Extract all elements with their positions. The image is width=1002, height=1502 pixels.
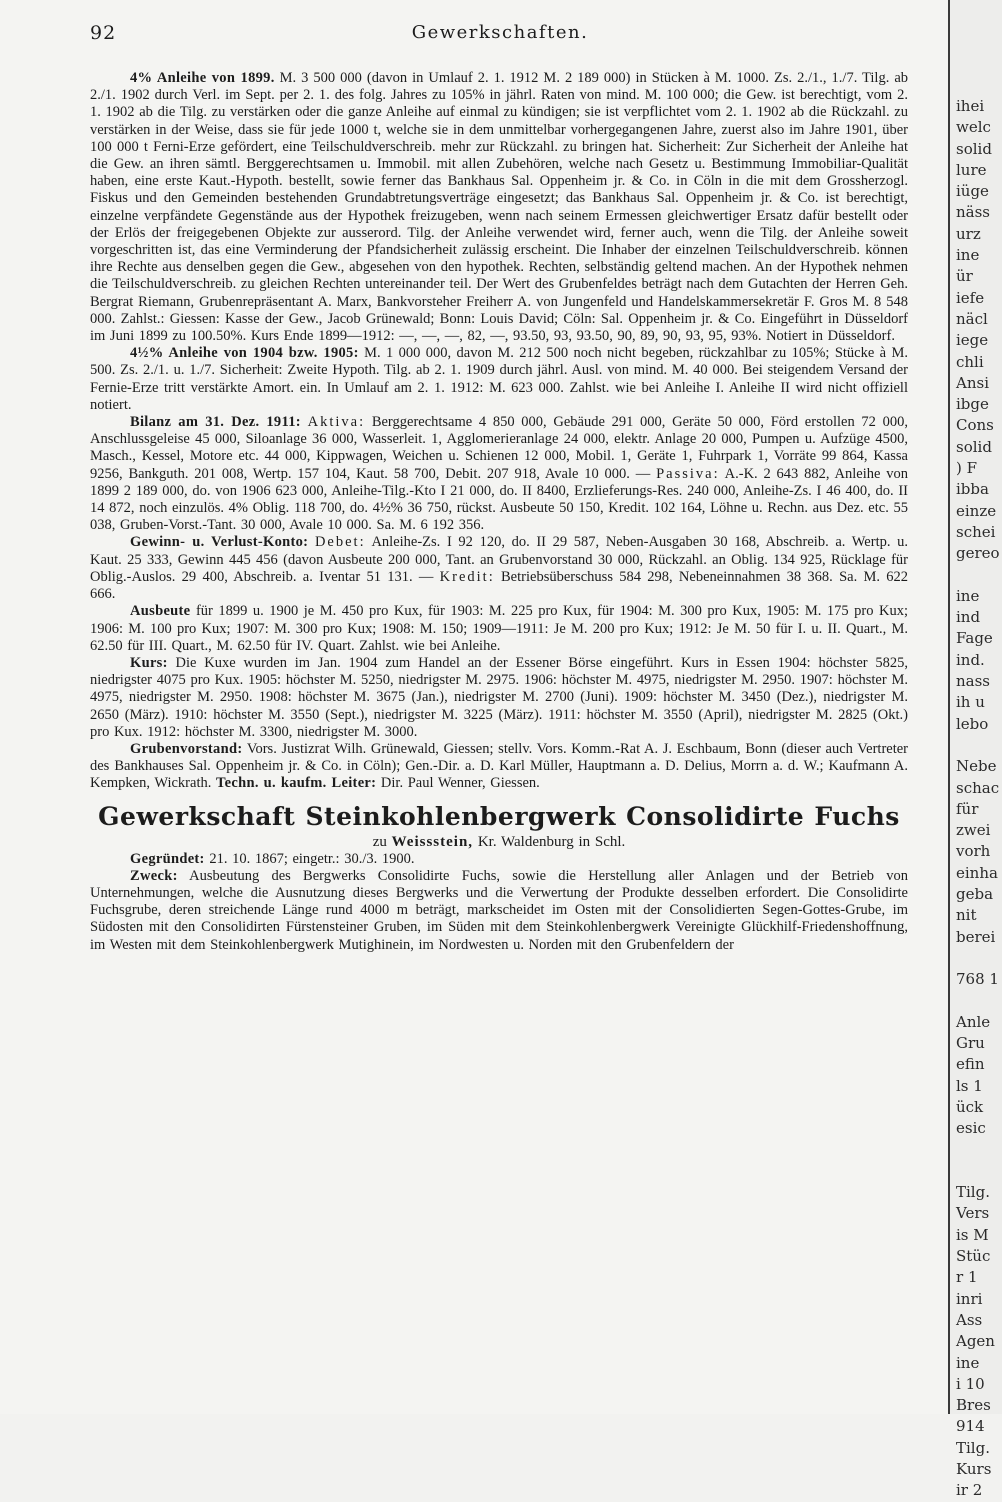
adjacent-fragment: ück	[956, 1097, 984, 1116]
adjacent-fragment: einha	[956, 863, 998, 882]
adjacent-fragment: Tilg.	[956, 1183, 990, 1202]
adjacent-fragment: ibge	[956, 395, 989, 414]
adjacent-fragment: i 10	[956, 1374, 985, 1393]
adjacent-fragment: Ansi	[956, 373, 989, 392]
adjacent-fragment: ibba	[956, 480, 989, 499]
ausbeute-heading: Ausbeute	[130, 603, 191, 620]
leiter-text: Dir. Paul Wenner, Giessen.	[380, 775, 540, 792]
paragraph-anleihe-1904	[90, 345, 908, 414]
ausbeute-text: für 1899 u. 1900 je M. 450 pro Kux, für 1903: M. 225 pro Kux, für 1904: M. 300 pro Kux, 1905: M. 175 pro Kux; 1906: M. 100 pro Kux; 1907: M. 300 pro Kux; 1908: M. 150; 1909—1911: Je M. 200 pro Kux; 1912: Je M. 50 für I. u. II. Quart., M. 62.50 für III. Quart., M. 62.50 für IV. Quart. Zahlst. wie bei Anleihe.	[90, 603, 908, 654]
adjacent-fragment: ) F	[956, 459, 978, 478]
passiva-text: A.-K. 2 643 882, Anleihe von 1899 2 189 000, do. von 1906 623 000, Anleihe-Tilg.-Kto I 21 000, do. II 8400, Erzlieferungs-Res. 240 000, Anleihe-Zs. I 46 400, do. II 14 872, noch einzulös. 4% Oblig. 118 700, do. 4½% 36 750, rückst. Ausbeute 50 150, Kredit. 102 164, Löhne u. Rechn. aus Dez. etc. 55 038, Gruben-Vorst.-Tant. 30 000, Avale 10 000. Sa. M. 6 192 356.	[90, 465, 909, 534]
adjacent-fragment: esic	[956, 1119, 986, 1138]
adjacent-fragment: für	[956, 799, 979, 818]
adjacent-fragment: ih u	[956, 693, 985, 712]
leiter-heading: Techn. u. kaufm. Leiter:	[215, 775, 377, 792]
gegruendet-heading: Gegründet:	[130, 850, 205, 867]
adjacent-fragment: näss	[956, 203, 990, 222]
adjacent-fragment: ine	[956, 586, 980, 605]
adjacent-fragment: Ass	[956, 1310, 983, 1329]
adjacent-fragment: r 1	[956, 1268, 978, 1287]
adjacent-fragment: lure	[956, 160, 987, 179]
article-body	[90, 70, 908, 954]
adjacent-fragment	[950, 735, 1002, 756]
kredit-label: Kredit:	[439, 568, 495, 585]
adjacent-fragment: nit	[956, 906, 977, 925]
adjacent-fragment	[950, 990, 1002, 1011]
adjacent-fragment: Kurs	[956, 1460, 992, 1478]
adjacent-fragment: gereo	[956, 544, 1000, 563]
anleihe-1899-heading: 4% Anleihe von 1899.	[130, 70, 275, 86]
adjacent-fragment: schac	[956, 778, 1000, 797]
adjacent-fragment: iefe	[956, 288, 985, 307]
section-sub-prefix: zu	[372, 833, 387, 850]
adjacent-fragment: Cons	[956, 416, 994, 435]
adjacent-fragment: iüge	[956, 182, 989, 201]
adjacent-fragment: ine	[956, 1353, 980, 1372]
paragraph-bilanz	[90, 414, 908, 534]
adjacent-fragment	[950, 948, 1002, 969]
kurs-text: Die Kuxe wurden im Jan. 1904 zum Handel an der Essener Börse eingeführt. Kurs in Essen 1904: höchster 5825, niedrigster 4075 pro Kux. 1905: höchster M. 5250, niedrigster M. 2975. 1906: höchster M. 4975, niedrigster M. 2950. 1907: höchster M. 4975, niedrigster M. 2950. 1908: höchster M. 3675 (Jan.), niedrigster M. 2700 (Juni). 1909: höchster M. 3450 (Dez.), niedrigster M. 2650 (März). 1910: höchster M. 3550 (Sept.), niedrigster M. 3225 (März). 1911: höchster M. 3550 (April), niedrigster M. 2825 (Okt.) pro Kux. 1912: höchster M. 3300, niedrigster M. 3000.	[90, 654, 909, 740]
page-header	[90, 22, 910, 46]
adjacent-fragment: berei	[956, 927, 996, 946]
section-title: Gewerkschaft Steinkohlenbergwerk Consolidirte Fuchs	[98, 801, 900, 831]
adjacent-page-edge	[948, 0, 1002, 1500]
kurs-heading: Kurs:	[130, 654, 168, 671]
adjacent-page-fragments	[950, 0, 1002, 1502]
grubenvorstand-heading: Grubenvorstand:	[130, 740, 243, 757]
adjacent-fragment	[950, 1140, 1002, 1161]
aktiva-text: Berggerechtsame 4 850 000, Gebäude 291 000, Geräte 50 000, Förd erstollen 72 000, Anschlussgeleise 45 000, Siloanlage 36 000, Wasserleit. 1, Agglomerieranlage 24 000, elektr. Anlage 20 000, Pumpen u. Aufzüge 4500, Masch., Kessel, Motore etc. 44 000, Kippwagen, Weichen u. Schienen 12 000, Mobil. 1, Geräte 1, Fuhrpark 1, Vorräte 99 864, Kassa 9256, Bankguth. 201 008, Wertp. 157 104, Kaut. 58 700, Debit. 207 918, Avale 10 000. —	[90, 414, 909, 482]
gegruendet-text: 21. 10. 1867; eingetr.: 30./3. 1900.	[209, 850, 415, 867]
gewinn-heading: Gewinn- u. Verlust-Konto:	[130, 534, 309, 551]
kredit-text: Betriebsüberschuss 584 298, Nebeneinnahmen 38 368. Sa. M. 622 666.	[90, 568, 909, 603]
adjacent-fragment: welc	[956, 118, 991, 137]
adjacent-fragment: einze	[956, 501, 997, 520]
anleihe-1904-text: M. 1 000 000, davon M. 212 500 noch nicht begeben, rückzahlbar zu 105%; Stücke à M. 500. Zs. 2./1. u. 1./7. Sicherheit: Zweite Hypoth. Tilg. ab 2. 1. 1909 durch jährl. Ausl. von mind. M. 40 000. Bei steigendem Versand der Fernie-Erze tritt verstärkte Amort. ein. In Umlauf am 2. 1. 1912: M. 623 000. Zahlst. wie bei Anleihe I. Anleihe II wird nicht offiziell notiert.	[90, 345, 909, 413]
adjacent-fragment: ür	[956, 267, 973, 286]
paragraph-ausbeute	[90, 603, 908, 655]
adjacent-fragment: Nebe	[956, 757, 997, 776]
adjacent-fragment: Anle	[956, 1012, 991, 1031]
adjacent-fragment: ine	[956, 246, 980, 265]
adjacent-fragment: Bres	[956, 1396, 991, 1415]
adjacent-fragment: vorh	[956, 842, 991, 861]
adjacent-fragment: Vers	[956, 1204, 990, 1223]
adjacent-fragment: inri	[956, 1289, 983, 1308]
adjacent-fragment: urz	[956, 224, 981, 243]
adjacent-fragment: lebo	[956, 714, 989, 733]
paragraph-gewinn	[90, 534, 908, 603]
adjacent-fragment: 914	[956, 1417, 985, 1436]
section-sub-place: Weissstein,	[391, 833, 474, 850]
adjacent-fragment: Tilg.	[956, 1438, 990, 1457]
aktiva-label: Aktiva:	[307, 414, 366, 431]
section-sub-suffix: Kr. Waldenburg in Schl.	[477, 833, 626, 850]
adjacent-fragment	[950, 565, 1002, 586]
adjacent-fragment: näcl	[956, 309, 988, 328]
adjacent-fragment: iege	[956, 331, 989, 350]
adjacent-fragment: ihei	[956, 97, 985, 115]
passiva-label: Passiva:	[656, 465, 720, 482]
paragraph-anleihe-1899	[90, 70, 908, 345]
adjacent-fragment: Agen	[956, 1332, 995, 1351]
adjacent-fragment: ind	[956, 608, 981, 627]
adjacent-fragment: geba	[956, 884, 994, 903]
adjacent-fragment: Fage	[956, 629, 993, 648]
paragraph-gegruendet	[90, 851, 908, 868]
adjacent-fragment: solid	[956, 437, 992, 456]
debet-label: Debet:	[314, 534, 366, 551]
anleihe-1899-text: M. 3 500 000 (davon in Umlauf 2. 1. 1912 M. 2 189 000) in Stücken à M. 1000. Zs. 2./1., 1./7. Tilg. ab 2./1. 1902 durch Verl. im Sept. per 2. 1. des folg. Jahres zu 105% in jährl. Raten von mind. M. 100 000; die Gew. ist berechtigt, vom 2. 1. 1902 ab die Tilg. zu verstärken oder die ganze Anleihe auf einmal zu kündigen; sie ist verpflichtet vom 2. 1. 1902 ab die Rückzahl. zu verstärken in der Weise, dass sie für jede 1000 t, welche sie in dem unmittelbar vorhergegangenen Jahre, zuerst also im Jahre 1901, über 100 000 t Ferni-Erze gefördert, eine Teilschuldverschreib. mehr zur Rückzahl. zu bringen hat. Sicherheit: Zur Sicherheit der Anleihe hat die Gew. an ihren sämtl. Berggerechtsamen u. Immobil. mit allen Zubehören, welche nach Gesetz u. Bestimmung Immobiliar-Qualität haben, eine erste Kaut.-Hypoth. bestellt, sowie ferner das Bankhaus Sal. Oppenheim jr. & Co. in Cöln in die mit dem Grossherzogl. Fiskus und den Gemeinden bestehenden Grundabtretungsverträge eingesetzt; das Bankhaus Sal. Oppenheim jr. & Co. ist berechtigt, einzelne verpfändete Gegenstände aus der Hypothek freizugeben, wenn nach seinem Ermessen gleichwertiger Ersatz dafür bestellt oder der Erlös der freigegebenen Objekte zur ausserord. Tilg. der Anleihe verwendet wird, ferner auch, wenn die Tilg. der Anleihe soweit vorgeschritten ist, das eine Verminderung der Pfandsicherheit zulässig erscheint. Die Inhaber der einzelnen Teilschuldverschreib. können ihre Rechte aus denselben gegen die Gew., abgesehen von den hypothek. Rechten, selbständig geltend machen. An der Hypothek nehmen die Teilschuldverschreib. zu gleichen Rechten untereinander teil. Der Wert des Grubenfeldes beträgt nach dem Gutachten der Herren Geh. Bergrat Riemann, Grubenrepräsentant A. Marx, Bankvorsteher Freiherr A. von Jungenfeld und Handelskammersekretär F. Gros M. 8 548 000. Zahlst.: Giessen: Kasse der Gew., Jacob Grünewald; Bonn: Louis David; Cöln: Sal. Oppenheim jr. & Co. Eingeführt in Düsseldorf im Juni 1899 zu 100.50%. Kurs Ende 1899—1912: —, —, —, 82, —, 93.50, 93, 93.50, 90, 89, 90, 93, 95, 93%. Notiert in Düsseldorf.	[90, 70, 909, 345]
debet-text: Anleihe-Zs. I 92 120, do. II 29 587, Neben-Ausgaben 30 168, Abschreib. a. Wertp. u. Kaut. 25 333, Gewinn 445 456 (davon Ausbeute 200 000, Tant. an Grubenvorstand 30 000, Rückzahl. an Oblig. 134 925, Rücklage für Oblig.-Auslos. 29 400, Abschreib. a. Iventar 51 131. —	[90, 534, 908, 585]
adjacent-fragment	[950, 1161, 1002, 1182]
paragraph-kurs	[90, 655, 908, 741]
paragraph-grubenvorstand	[90, 741, 908, 793]
adjacent-fragment: efin	[956, 1055, 985, 1074]
bilanz-heading: Bilanz am 31. Dez. 1911:	[130, 414, 301, 431]
paragraph-zweck	[90, 868, 908, 954]
running-title: Gewerkschaften.	[411, 22, 589, 43]
zweck-text: Ausbeutung des Bergwerks Consolidirte Fuchs, sowie die Herstellung aller Anlagen und der Betrieb von Unternehmungen, welche die Ausnutzung dieses Bergwerks und die Verwertung der Produkte desselben erfordert. Die Consolidirte Fuchsgrube, deren streichende Länge rund 4000 m beträgt, markscheidet im Osten mit der Consolidierten Segen-Gottes-Grube, im Südosten mit den Consolidirten Fürstensteiner Gruben, im Süden mit dem Steinkohlenbergwerk Vereinigte Glückhilf-Friedenshoffnung, im Westen mit dem Steinkohlenbergwerk Mutighinein, im Nordwesten u. Norden mit den Grubenfeldern der	[90, 867, 909, 953]
adjacent-fragment: zwei	[956, 821, 991, 840]
adjacent-fragment: Gru	[956, 1034, 985, 1053]
adjacent-fragment: 768 1	[956, 970, 999, 989]
adjacent-fragment: nass	[956, 672, 990, 691]
adjacent-fragment: ind.	[956, 650, 985, 669]
section-subtitle	[90, 833, 908, 851]
adjacent-fragment: solid	[956, 139, 992, 158]
adjacent-fragment: Stüc	[956, 1247, 991, 1266]
adjacent-fragment: is M	[956, 1225, 989, 1244]
adjacent-fragment: chli	[956, 352, 984, 371]
grubenvorstand-text: Vors. Justizrat Wilh. Grünewald, Giessen; stellv. Vors. Komm.-Rat A. J. Eschbaum, Bonn (dieser auch Vertreter des Bankhauses Sal. Oppenheim jr. & Co. in Cöln); Gen.-Dir. a. D. Karl Müller, Hauptmann a. D. Delius, Morrn a. d. W.; Kaufmann A. Kempken, Wickrath.	[90, 740, 908, 792]
anleihe-1904-heading: 4½% Anleihe von 1904 bzw. 1905:	[130, 345, 359, 362]
adjacent-fragment: schei	[956, 522, 996, 541]
adjacent-fragment: ir 2	[956, 1481, 983, 1500]
page-number: 92	[90, 22, 117, 44]
zweck-heading: Zweck:	[130, 867, 178, 884]
adjacent-fragment: ls 1	[956, 1076, 983, 1095]
